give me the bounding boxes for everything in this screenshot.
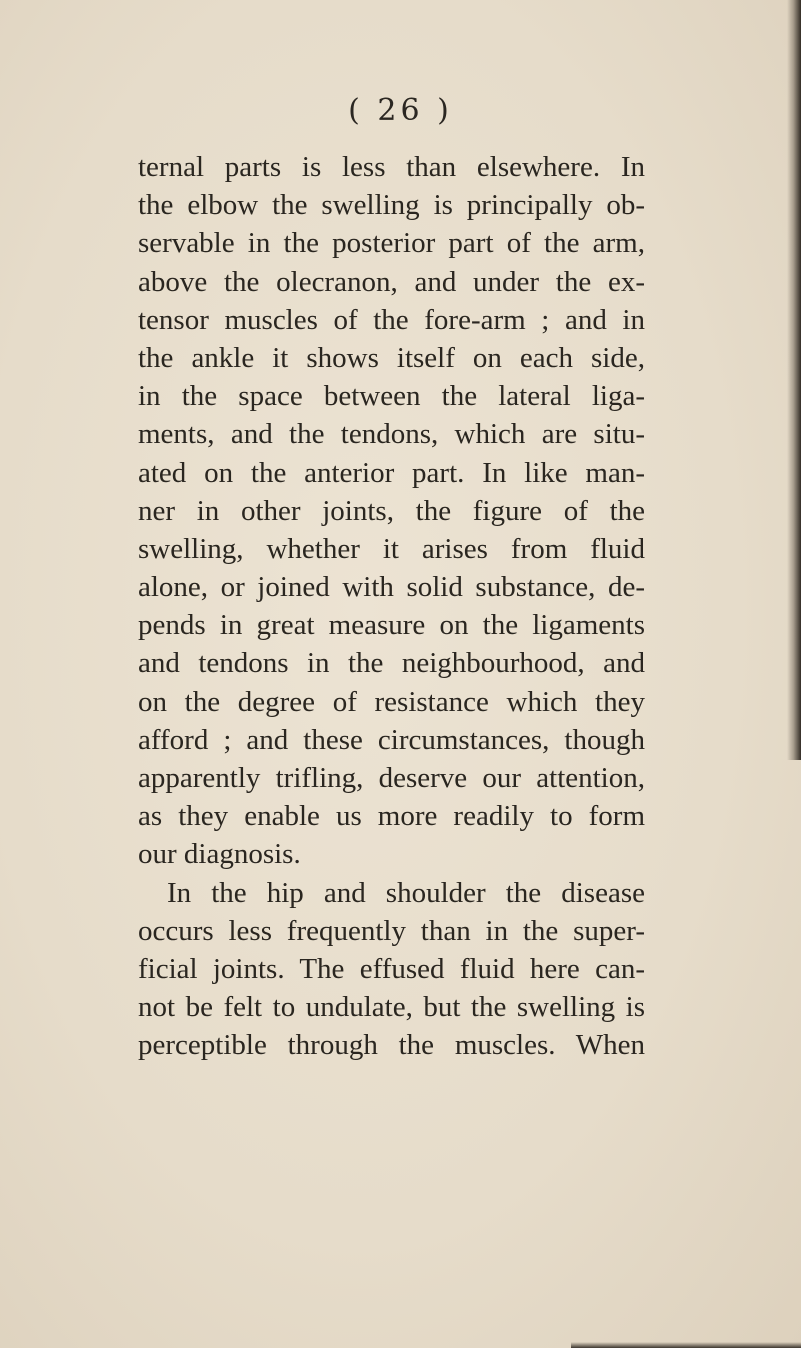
text-line: ments, and the tendons, which are situ-	[138, 418, 645, 451]
text-line: apparently trifling, deserve our attention,	[138, 762, 645, 794]
text-line: the ankle it shows itself on each side,	[138, 341, 645, 374]
paragraph-start-line: In the hip and shoulder the disease	[167, 876, 645, 909]
text-line: above the olecranon, and under the ex-	[138, 265, 645, 298]
text-line: servable in the posterior part of the arm,	[138, 227, 645, 260]
text-line: on the degree of resistance which they	[138, 685, 645, 718]
text-line: ated on the anterior part. In like man-	[138, 456, 645, 489]
text-line: the elbow the swelling is principally ob-	[138, 189, 645, 222]
text-line: as they enable us more readily to form	[138, 800, 645, 833]
paragraph-end-line: our diagnosis.	[138, 838, 301, 871]
page-number: ( 26 )	[348, 93, 453, 128]
text-line: in the space between the lateral liga-	[138, 380, 645, 413]
page-bottom-edge	[571, 1342, 801, 1348]
text-line: and tendons in the neighbourhood, and	[138, 647, 645, 680]
text-line: perceptible through the muscles. When	[138, 1029, 645, 1062]
text-line: ner in other joints, the figure of the	[138, 494, 645, 527]
text-line: ternal parts is less than elsewhere. In	[138, 151, 645, 183]
text-line: occurs less frequently than in the super-	[138, 914, 645, 947]
text-line: alone, or joined with solid substance, de-	[138, 571, 645, 604]
text-line: swelling, whether it arises from fluid	[138, 532, 645, 565]
text-line: pends in great measure on the ligaments	[138, 609, 645, 642]
text-line: ficial joints. The effused fluid here can-	[138, 952, 645, 985]
text-line: afford ; and these circumstances, though	[138, 723, 645, 756]
body-text	[138, 148, 645, 1065]
text-line: not be felt to undulate, but the swelling is	[138, 991, 645, 1024]
text-line: tensor muscles of the fore-arm ; and in	[138, 303, 645, 336]
